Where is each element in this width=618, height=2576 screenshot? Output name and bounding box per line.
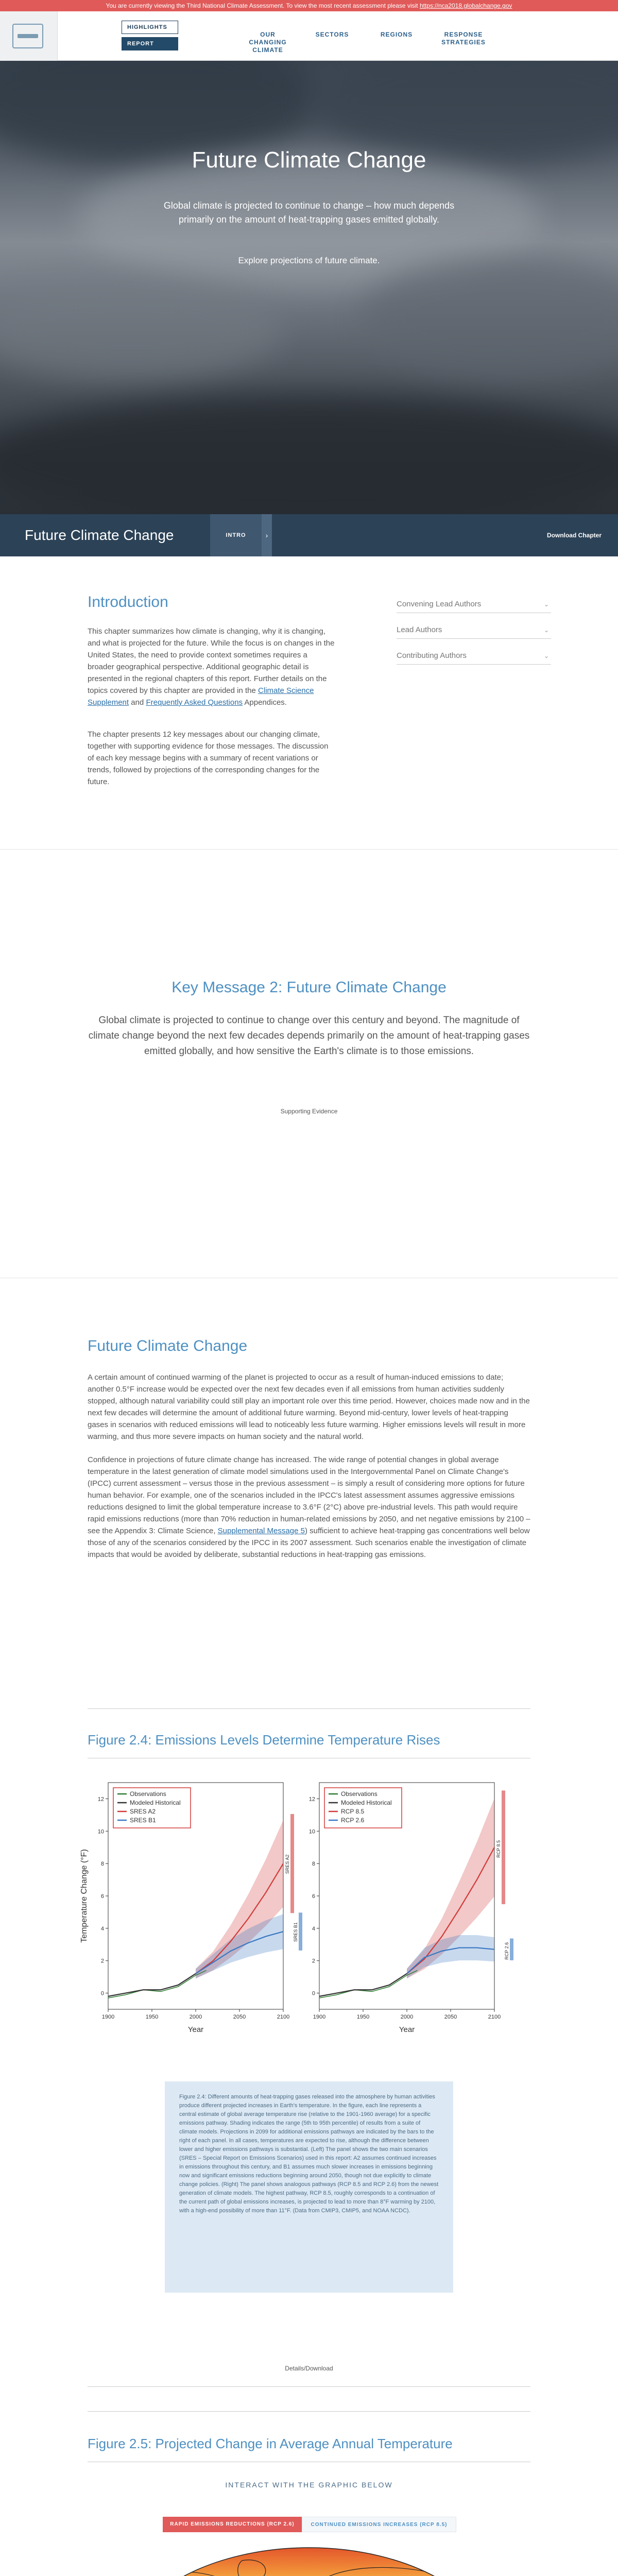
range-bar-sres-a2 <box>290 1814 294 1913</box>
supplemental-message-5-link[interactable]: Supplemental Message 5 <box>217 1527 305 1535</box>
y-tick-label: 8 <box>100 1861 104 1868</box>
y-tick-label: 2 <box>312 1958 315 1964</box>
x-tick-label: 2000 <box>189 2014 202 2020</box>
figure-divider <box>88 2411 530 2412</box>
section-paragraph-1: A certain amount of continued warming of the planet is projected to occur as a result of human-induced emissions to date; another 0.5°F increase would be expected over the next few decades even if all emissions from human activities suddenly stopped, although natural variability could still play an important role over this time period. However, choices made now and in the next few decades will determine the amount of additional future warming. Beyond mid-century, lower levels of heat-trapping gases in scenarios with reduced emissions will lead to noticeably less future warming. Higher emissions levels will result in more warming, and thus more severe impacts on human society and the natural world. <box>88 1373 530 1441</box>
divider <box>0 849 618 850</box>
legend-entry: Observations <box>130 1790 166 1798</box>
y-tick-label: 10 <box>97 1828 104 1835</box>
nav-regions[interactable]: REGIONS <box>380 31 413 38</box>
figure-2-4-chart[interactable] <box>77 1767 541 2056</box>
y-tick-label: 12 <box>308 1796 315 1803</box>
site-header <box>0 11 618 61</box>
alert-banner <box>0 0 618 11</box>
range-bar-rcp-2-6 <box>510 1939 513 1960</box>
key-message-title: Key Message 2: Future Climate Change <box>171 979 447 996</box>
logo-icon <box>12 24 43 48</box>
figure-2-4-title: Figure 2.4: Emissions Levels Determine Temperature Rises <box>88 1732 440 1748</box>
x-tick-label: 2100 <box>277 2014 290 2020</box>
range-bar-label: RCP 8.5 <box>496 1840 501 1858</box>
projected-temperature-world-map[interactable] <box>113 2543 505 2576</box>
faq-link[interactable]: Frequently Asked Questions <box>146 698 243 707</box>
x-tick-label: 2050 <box>233 2014 246 2020</box>
intro-paragraph-1: This chapter summarizes how climate is changing, why it is changing, and what is projected for the future. While the focus is on changes in the United States, the need to provide context sometimes requires a broader geographical perspective. Additional geographic detail is presented in the regional chapters of this report. Further details on the topics covered by this chapter are provided in the Climate Science Supplement and Frequently Asked Questions Appendices. <box>88 627 335 707</box>
chevron-down-icon: ⌄ <box>543 652 549 659</box>
chapter-bar <box>0 514 618 556</box>
range-bar-rcp-8-5 <box>502 1790 505 1904</box>
report-button[interactable]: REPORT <box>122 37 178 50</box>
climate-science-supplement-link[interactable]: Climate Science Supplement <box>88 686 314 707</box>
highlights-button[interactable]: HIGHLIGHTS <box>122 21 178 34</box>
next-section-chevron-icon[interactable]: › <box>262 514 272 556</box>
contributing-authors-toggle[interactable]: Contributing Authors ⌄ <box>397 648 551 665</box>
y-tick-label: 2 <box>100 1958 104 1964</box>
range-bar-sres-b1 <box>299 1912 302 1951</box>
y-tick-label: 0 <box>100 1990 104 1997</box>
section-paragraph-2: Confidence in projections of future climate change has increased. The wide range of potential changes in global average temperature in the latest generation of climate model simulations used in the Intergovernmental Panel on Climate Change's (IPCC) current assessment – versus those in the previous assessment – is simply a result of considering more options for future human behavior. For example, one of the scenarios included in the IPCC's latest assessment assumes aggressive emissions reductions designed to limit the global temperature increase to 3.6°F (2°C) above pre-industrial levels. This path would require rapid emissions reductions (more than 70% reduction in human-related emissions by 2050, and net negative emissions by 2100 – see the Appendix 3: Climate Science, Supplemental Message 5) sufficient to achieve heat-trapping gas concentrations well below those of any of the scenarios considered by the IPCC in its 2007 assessment. Such scenarios enable the investigation of climate impacts that would be avoided by deliberate, substantial reductions in heat-trapping gas emissions. <box>88 1455 530 1559</box>
y-tick-label: 10 <box>308 1828 315 1835</box>
y-tick-label: 6 <box>312 1893 315 1900</box>
chevron-down-icon: ⌄ <box>543 601 549 608</box>
download-chapter-link[interactable]: Download Chapter <box>546 532 602 539</box>
x-tick-label: 1900 <box>313 2014 326 2020</box>
y-tick-label: 6 <box>100 1893 104 1900</box>
y-axis-label: Temperature Change (°F) <box>80 1849 89 1943</box>
legend-entry: Modeled Historical <box>341 1799 392 1806</box>
hero-title: Future Climate Change <box>192 147 426 173</box>
range-bar-label: SRES B1 <box>293 1922 298 1942</box>
figure-2-5-title: Figure 2.5: Projected Change in Average Annual Temperature <box>88 2436 453 2451</box>
legend-entry: SRES B1 <box>130 1817 156 1824</box>
intro-paragraph-2: The chapter presents 12 key messages about our changing climate, together with supporting evidence for those messages. The discussion of each key message begins with a summary of recent variations or trends, followed by projections of the corresponding changes for the future. <box>88 730 329 786</box>
y-tick-label: 4 <box>312 1925 315 1932</box>
legend-entry: RCP 8.5 <box>341 1808 365 1815</box>
tab-rcp85[interactable]: CONTINUED EMISSIONS INCREASES (RCP 8.5) <box>302 2517 456 2532</box>
chapter-title: Future Climate Change <box>25 527 174 543</box>
figure-2-4-caption: Figure 2.4: Different amounts of heat-trapping gases released into the atmosphere by human activities produce different projected increases in Earth's temperature. In the figure, each line represents a central estimate of global average temperature rise (relative to the 1901-1960 average) for a specific emissions pathway. Shading indicates the range (5th to 95th percentile) of results from a suite of climate models. Projections in 2099 for additional emissions pathways are indicated by the bars to the right of each panel. In all cases, temperatures are expected to rise, although the difference between lower and higher emissions pathways is substantial. (Left) The panel shows the two main scenarios (SRES – Special Report on Emissions Scenarios) used in this report: A2 assumes continued increases in emissions throughout this century, and B1 assumes much slower increases in emissions beginning now and significant emissions reductions beginning around 2050, though not due explicitly to climate change policies. (Right) The panel shows analogous pathways (RCP 8.5 and RCP 2.6) from the newest generation of climate models. The highest pathway, RCP 8.5, roughly corresponds to a continuation of the current path of global emissions increases, is projected to lead to more than 8°F warming by 2100, with a high-end possibility of more than 11°F. (Data from CMIP3, CMIP5, and NOAA NCDC). <box>165 2081 453 2293</box>
tab-rcp26[interactable]: RAPID EMISSIONS REDUCTIONS (RCP 2.6) <box>163 2517 302 2532</box>
y-tick-label: 8 <box>312 1861 315 1868</box>
figure-2-4-details-link[interactable]: Details/Download <box>285 2365 333 2372</box>
figure-divider <box>88 1708 530 1709</box>
legend-entry: Observations <box>341 1790 377 1798</box>
x-tick-label: 1950 <box>356 2014 370 2020</box>
x-axis-label: Year <box>187 2025 204 2034</box>
site-logo[interactable] <box>0 11 58 61</box>
nav-our-changing-climate[interactable]: OUR CHANGING CLIMATE <box>249 31 287 54</box>
hero-explore-text: Explore projections of future climate. <box>238 256 380 265</box>
x-tick-label: 2100 <box>488 2014 501 2020</box>
y-tick-label: 0 <box>312 1990 315 1997</box>
x-axis-label: Year <box>399 2025 415 2034</box>
alert-link[interactable]: https://nca2018.globalchange.gov <box>419 2 512 9</box>
range-bar-label: SRES A2 <box>285 1854 290 1874</box>
alert-text: You are currently viewing the Third National Climate Assessment. To view the most recent assessment please visit <box>106 2 418 9</box>
y-tick-label: 4 <box>100 1925 104 1932</box>
range-bar-label: RCP 2.6 <box>504 1942 509 1960</box>
legend-entry: RCP 2.6 <box>341 1817 365 1824</box>
x-tick-label: 1950 <box>145 2014 159 2020</box>
x-tick-label: 2050 <box>444 2014 457 2020</box>
section-heading: Future Climate Change <box>88 1337 248 1354</box>
convening-lead-authors-toggle[interactable]: Convening Lead Authors ⌄ <box>397 597 551 613</box>
nav-response-strategies[interactable]: RESPONSE STRATEGIES <box>441 31 486 46</box>
hero-subtitle: Global climate is projected to continue to change – how much depends primarily on the amount of heat-trapping gases emitted globally. <box>163 200 455 225</box>
chevron-down-icon: ⌄ <box>543 626 549 634</box>
lead-authors-toggle[interactable]: Lead Authors ⌄ <box>397 622 551 639</box>
key-message-text: Global climate is projected to continue to change over this century and beyond. The magnitude of climate change beyond the next few decades depends primarily on the amount of heat-trapping gases emitted globally, and how sensitive the Earth's climate is to those emissions. <box>88 1015 530 1057</box>
intro-tab[interactable]: INTRO <box>210 514 262 556</box>
intro-heading: Introduction <box>88 594 168 611</box>
interact-label: INTERACT WITH THE GRAPHIC BELOW <box>225 2481 393 2489</box>
hero-banner <box>0 61 618 514</box>
supporting-evidence-link[interactable]: Supporting Evidence <box>280 1108 338 1115</box>
x-tick-label: 2000 <box>400 2014 414 2020</box>
y-tick-label: 12 <box>97 1796 104 1803</box>
figure-divider <box>88 2386 530 2387</box>
legend-entry: Modeled Historical <box>130 1799 181 1806</box>
nav-sectors[interactable]: SECTORS <box>315 31 349 38</box>
legend-entry: SRES A2 <box>130 1808 156 1815</box>
x-tick-label: 1900 <box>101 2014 115 2020</box>
